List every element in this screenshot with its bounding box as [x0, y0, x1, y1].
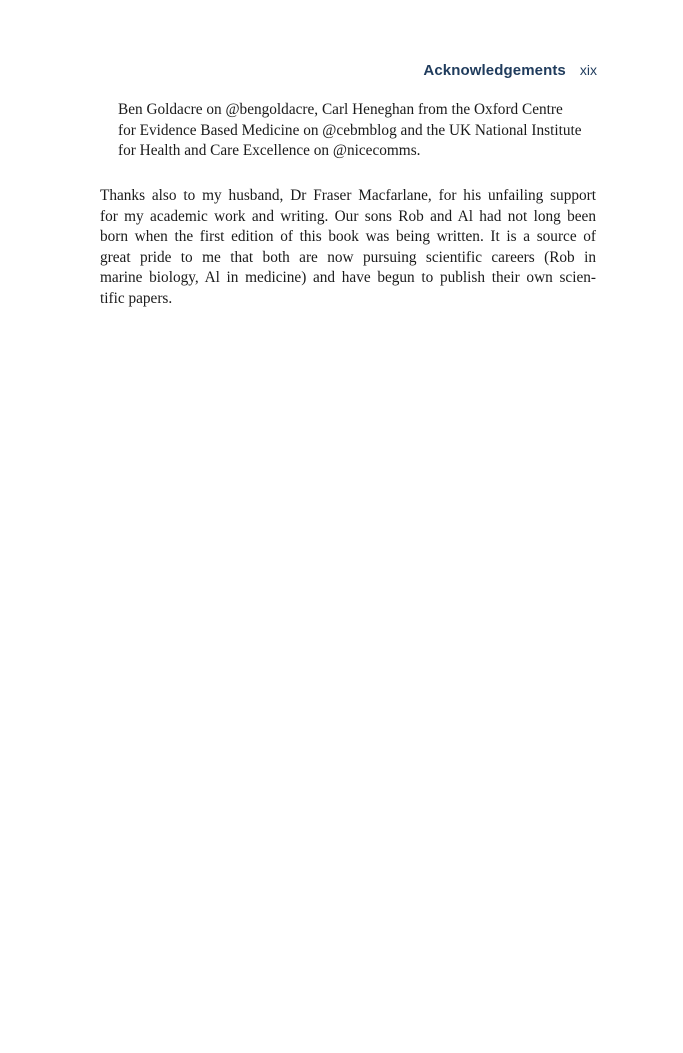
paragraph-line: for Health and Care Excellence on @nicecomms. [118, 142, 421, 159]
paragraph-line: for my academic work and writing. Our sons Rob and Al had not long been [100, 207, 596, 225]
paragraph-line: marine biology, Al in medicine) and have begun to publish their own scien- [100, 269, 596, 286]
paragraph-line: Thanks also to my husband, Dr Fraser Macfarlane, for his unfailing support [100, 187, 596, 204]
paragraph-line: born when the first edition of this book was being written. It is a source of [100, 228, 596, 245]
thanks-paragraph [100, 186, 596, 309]
paragraph-line: Ben Goldacre on @bengoldacre, Carl Heneghan from the Oxford Centre [118, 101, 563, 118]
running-head-title: Acknowledgements [423, 62, 566, 79]
paragraph-line: tific papers. [100, 289, 173, 307]
continued-paragraph [118, 100, 596, 162]
running-head [423, 62, 597, 79]
paragraph-line: for Evidence Based Medicine on @cebmblog and the UK National Institute [118, 121, 582, 139]
page-number: xix [579, 62, 597, 78]
paragraph-line: great pride to me that both are now pursuing scientific careers (Rob in [100, 248, 596, 266]
